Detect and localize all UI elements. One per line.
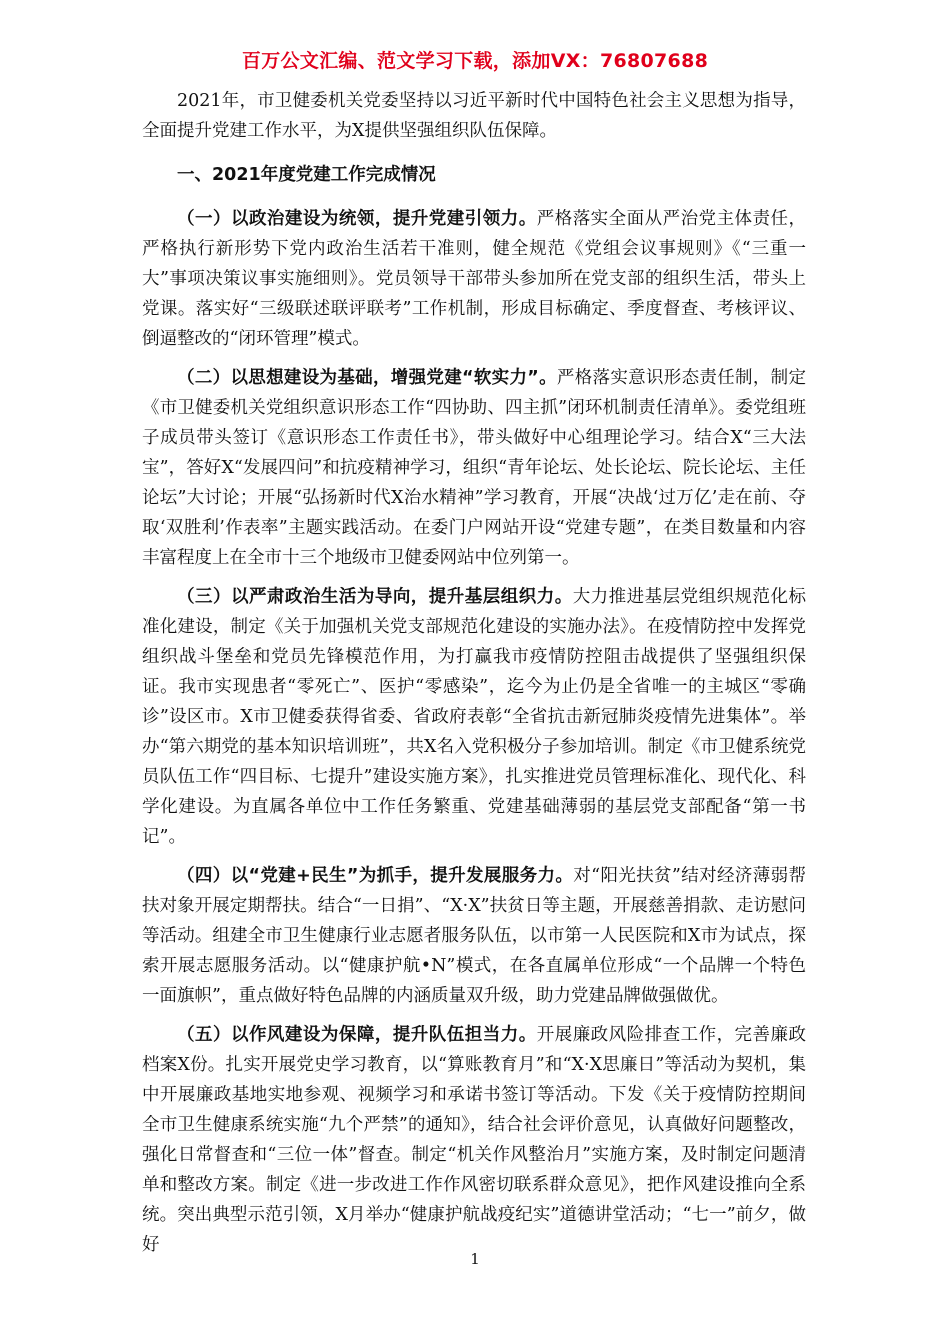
- intro-paragraph: 2021年，市卫健委机关党委坚持以习近平新时代中国特色社会主义思想为指导，全面提升党建工作水平，为X提供坚强组织队伍保障。: [142, 91, 806, 141]
- paragraph-lead: （五）以作风建设为保障，提升队伍担当力。: [177, 1025, 537, 1045]
- paragraph-text: 大力推进基层党组织规范化标准化建设，制定《关于加强机关党支部规范化建设的实施办法》。在疫情防控中发挥党组织战斗堡垒和党员先锋模范作用，为打赢我市疫情防控阻击战提供了坚强组织保证。我市实现患者“零死亡”、医护“零感染”，迄今为止仍是全省唯一的主城区“零确诊”设区市。X市卫健委获得省委、省政府表彰“全省抗击新冠肺炎疫情先进集体”。举办“第六期党的基本知识培训班”，共X名入党积极分子参加培训。制定《市卫健系统党员队伍工作“四目标、七提升”建设实施方案》，扎实推进党员管理标准化、现代化、科学化建设。为直属各单位中工作任务繁重、党建基础薄弱的基层党支部配备“第一书记”。: [142, 587, 807, 847]
- paragraph-5: [142, 1020, 806, 1260]
- paragraph-text: 严格落实意识形态责任制，制定《市卫健委机关党组织意识形态工作“四协助、四主抓”闭环机制责任清单》。委党组班子成员带头签订《意识形态工作责任书》，带头做好中心组理论学习。结合X“三大法宝”，答好X“发展四问”和抗疫精神学习，组织“青年论坛、处长论坛、院长论坛、主任论坛”大讨论；开展“弘扬新时代X治水精神”学习教育，开展“决战‘过万亿’走在前、夺取‘双胜利’作表率”主题实践活动。在委门户网站开设“党建专题”，在类目数量和内容丰富程度上在全市十三个地级市卫健委网站中位列第一。: [142, 368, 806, 568]
- paragraph-1: [142, 204, 806, 354]
- paragraph-text: 对“阳光扶贫”结对经济薄弱帮扶对象开展定期帮扶。结合“一日捐”、“X·X”扶贫日等主题，开展慈善捐款、走访慰问等活动。组建全市卫生健康行业志愿者服务队伍，以市第一人民医院和X市为试点，探索开展志愿服务活动。以“健康护航•N”模式，在各直属单位形成“一个品牌一个特色一面旗帜”，重点做好特色品牌的内涵质量双升级，助力党建品牌做强做优。: [142, 866, 806, 1006]
- paragraph-lead: （一）以政治建设为统领，提升党建引领力。: [177, 209, 537, 229]
- paragraph-lead: （四）以“党建+民生”为抓手，提升发展服务力。: [177, 866, 574, 886]
- section-heading: 一、2021年度党建工作完成情况: [177, 165, 436, 185]
- paragraph-lead: （三）以严肃政治生活为导向，提升基层组织力。: [177, 587, 573, 607]
- paragraph-2: [142, 363, 806, 573]
- paragraph-text: 严格落实全面从严治党主体责任，严格执行新形势下党内政治生活若干准则，健全规范《党组会议事规则》《“三重一大”事项决策议事实施细则》。党员领导干部带头参加所在党支部的组织生活，带头上党课。落实好“三级联述联评联考”工作机制，形成目标确定、季度督查、考核评议、倒逼整改的“闭环管理”模式。: [142, 209, 807, 349]
- paragraph-4: [142, 861, 806, 1011]
- watermark-banner: 百万公文汇编、范文学习下载，添加VX：76807688: [241, 50, 709, 72]
- page-number: 1: [470, 1250, 480, 1268]
- paragraph-3: [142, 582, 806, 852]
- document-body: [142, 86, 806, 1269]
- paragraph-lead: （二）以思想建设为基础，增强党建“软实力”。: [177, 368, 557, 388]
- paragraph-text: 开展廉政风险排查工作，完善廉政档案X份。扎实开展党史学习教育，以“算账教育月”和“X·X思廉日”等活动为契机，集中开展廉政基地实地参观、视频学习和承诺书签订等活动。下发《关于疫情防控期间全市卫生健康系统实施“九个严禁”的通知》，结合社会评价意见，认真做好问题整改，强化日常督查和“三位一体”督查。制定“机关作风整治月”实施方案，及时制定问题清单和整改方案。制定《进一步改进工作作风密切联系群众意见》，把作风建设推向全系统。突出典型示范引领，X月举办“健康护航战疫纪实”道德讲堂活动；“七一”前夕，做好: [142, 1025, 807, 1255]
